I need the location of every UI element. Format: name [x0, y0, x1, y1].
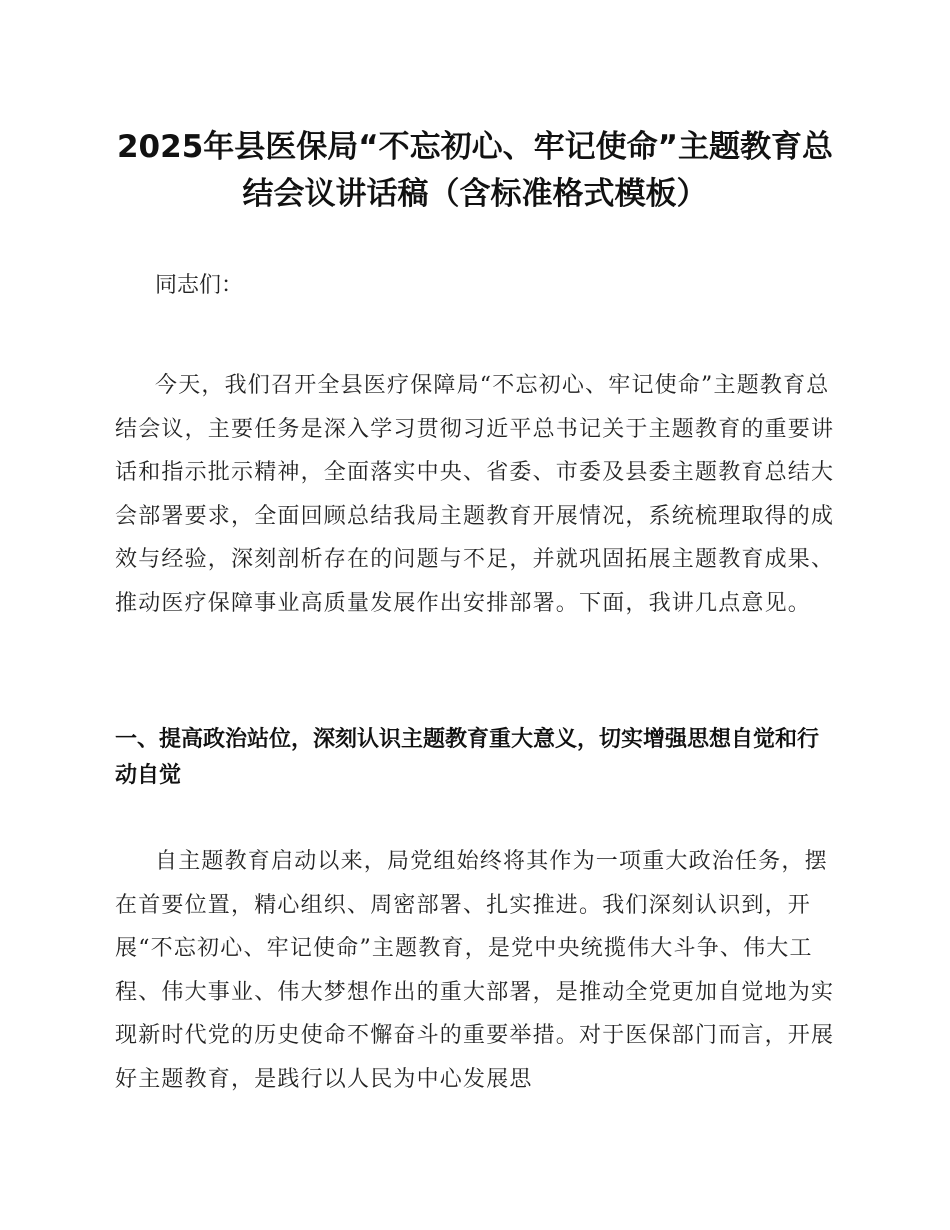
greeting: 同志们： [155, 273, 244, 298]
section-heading-1: 一、提高政治站位，深刻认识主题教育重大意义，切实增强思想自觉和行动自觉 [115, 727, 820, 788]
paragraph-section-1: 自主题教育启动以来，局党组始终将其作为一项重大政治任务，摆在首要位置，精心组织、周密部署、扎实推进。我们深刻认识到，开展“不忘初心、牢记使命”主题教育，是党中央统揽伟大斗争、伟大工程、伟大事业、伟大梦想作出的重大部署，是推动全党更加自觉地为实现新时代党的历史使命不懈奋斗的重要举措。对于医保部门而言，开展好主题教育，是践行以人民为中心发展思 [115, 849, 835, 1092]
paragraph-intro: 今天，我们召开全县医疗保障局“不忘初心、牢记使命”主题教育总结会议，主要任务是深入学习贯彻习近平总书记关于主题教育的重要讲话和指示批示精神，全面落实中央、省委、市委及县委主题教育总结大会部署要求，全面回顾总结我局主题教育开展情况，系统梳理取得的成效与经验，深刻剖析存在的问题与不足，并就巩固拓展主题教育成果、推动医疗保障事业高质量发展作出安排部署。下面，我讲几点意见。 [115, 373, 835, 616]
document-title: 2025年县医保局“不忘初心、牢记使命”主题教育总结会议讲话稿（含标准格式模板） [116, 129, 834, 212]
